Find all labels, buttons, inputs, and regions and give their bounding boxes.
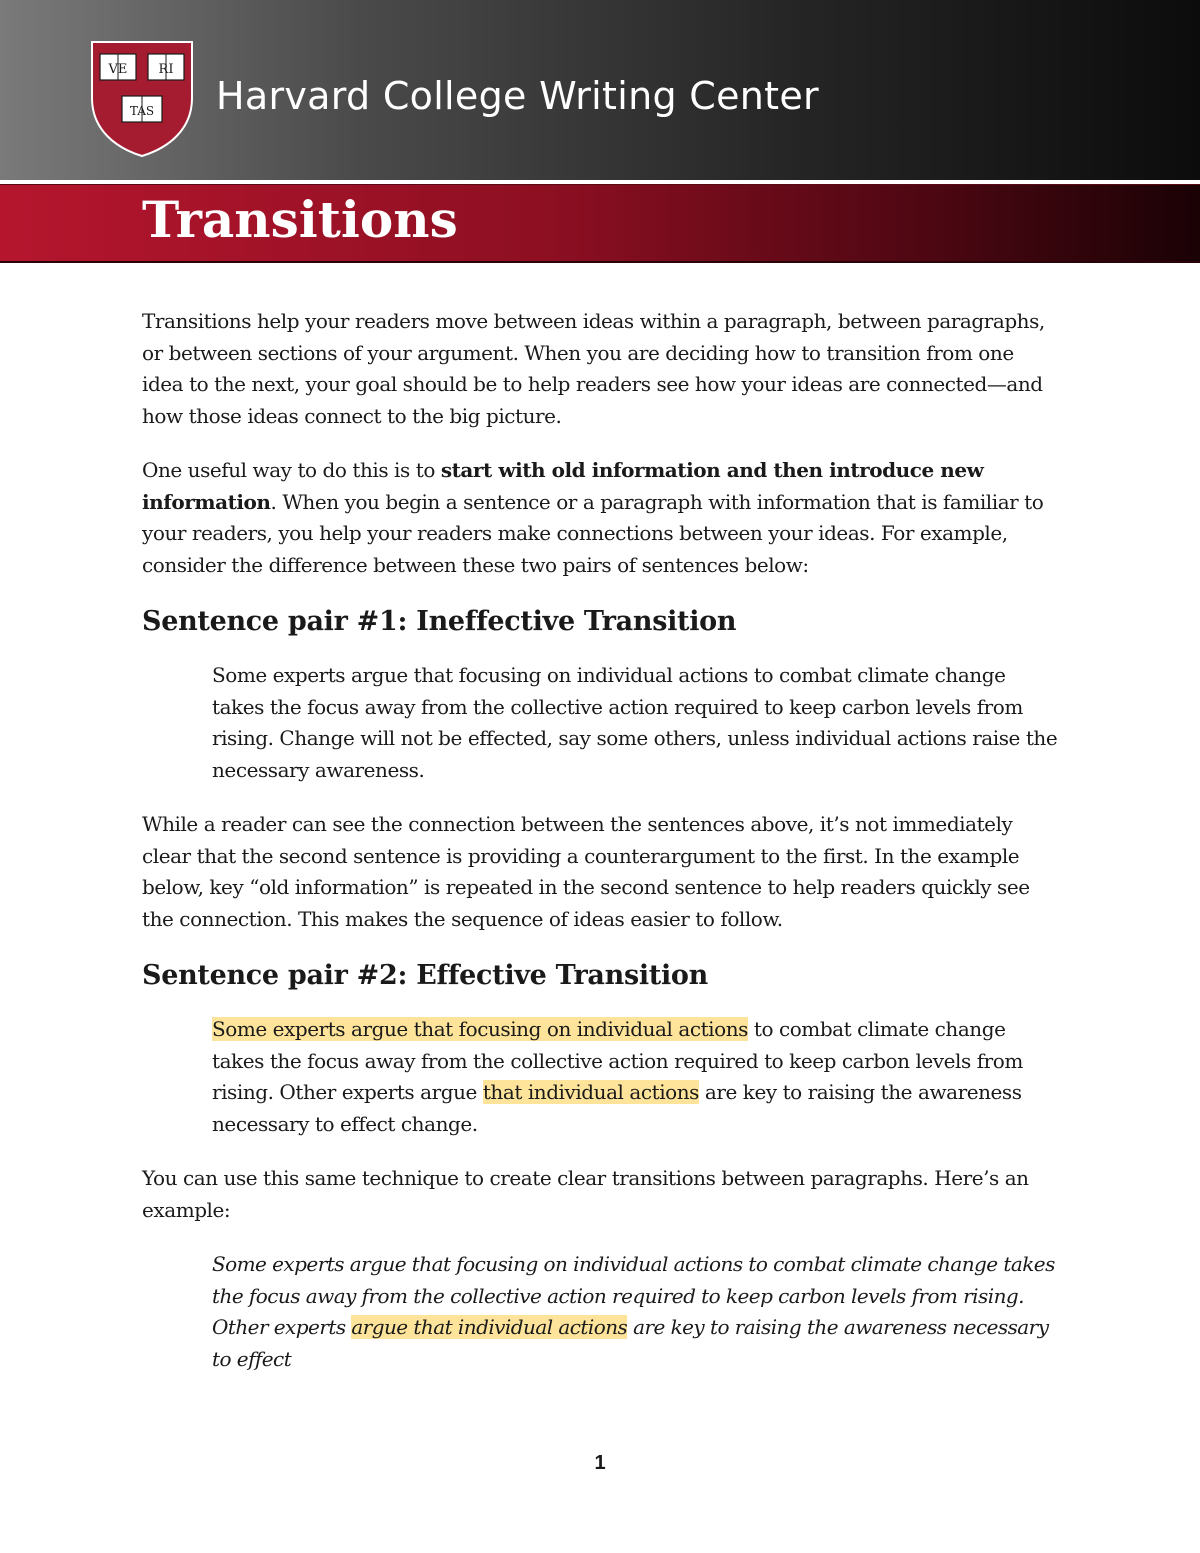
example-pre: Some experts argue that focusing on individual actions to combat climate change takes the focus away from the collective action required to keep carbon levels from rising. Other experts xyxy=(212,1252,1055,1339)
para2-lead: One useful way to do this is to xyxy=(142,458,441,482)
pair2-middle: to combat climate change takes the focus away from the collective action required to keep carbon levels from rising. Other experts argue xyxy=(212,1017,1023,1104)
organization-name: Harvard College Writing Center xyxy=(216,74,819,118)
para2-rest: . When you begin a sentence or a paragraph with information that is familiar to your readers, you help your readers make connections between your ideas. For example, consider the difference between these two pairs of sentences below: xyxy=(142,489,1044,577)
pair2-heading: Sentence pair #2: Effective Transition xyxy=(142,960,708,991)
old-new-info-paragraph xyxy=(142,455,1060,581)
pair2-highlight-2: that individual actions xyxy=(482,1080,699,1104)
crest-book-1 xyxy=(100,54,136,80)
document-body xyxy=(142,306,1060,1375)
pair2-end: are key to raising the awareness necessary to effect change. xyxy=(212,1080,1022,1136)
svg-text:RI: RI xyxy=(158,62,174,77)
example-highlight: argue that individual actions xyxy=(351,1315,628,1339)
page-number: 1 xyxy=(594,1452,606,1474)
pair2-example xyxy=(212,1014,1060,1140)
document-title: Transitions xyxy=(142,190,458,249)
svg-text:TAS: TAS xyxy=(129,104,155,118)
intro-paragraph: Transitions help your readers move between ideas within a paragraph, between paragraphs, or between sections of your argument. When you are deciding how to transition from one idea to the next, your goal should be to help readers see how your ideas are connected—and how those ideas connect to the big picture. xyxy=(142,309,1045,428)
pair1-example: Some experts argue that focusing on individual actions to combat climate change takes the focus away from the collective action required to keep carbon levels from rising. Change will not be effected, say some others, unless individual actions raise the necessary awareness. xyxy=(212,663,1058,782)
paragraph-technique-text: You can use this same technique to create clear transitions between paragraphs. Here’s an example: xyxy=(142,1166,1029,1222)
crest-book-3 xyxy=(122,96,162,122)
pair2-highlight-1: Some experts argue that focusing on individual actions xyxy=(212,1017,748,1041)
paragraph-example xyxy=(212,1249,1060,1375)
crest-book-2 xyxy=(148,54,184,80)
svg-text:VE: VE xyxy=(108,62,128,77)
harvard-crest-logo xyxy=(88,38,196,158)
analysis-paragraph: While a reader can see the connection between the sentences above, it’s not immediately clear that the second sentence is providing a counterargument to the first. In the example below, key “old information” is repeated in the second sentence to help readers quickly see the connection. This makes the sequence of ideas easier to follow. xyxy=(142,812,1030,931)
para2-bold: start with old information and then introduce new information xyxy=(142,458,984,514)
example-post: are key to raising the awareness necessary to effect xyxy=(212,1315,1049,1371)
pair1-heading: Sentence pair #1: Ineffective Transition xyxy=(142,606,737,637)
